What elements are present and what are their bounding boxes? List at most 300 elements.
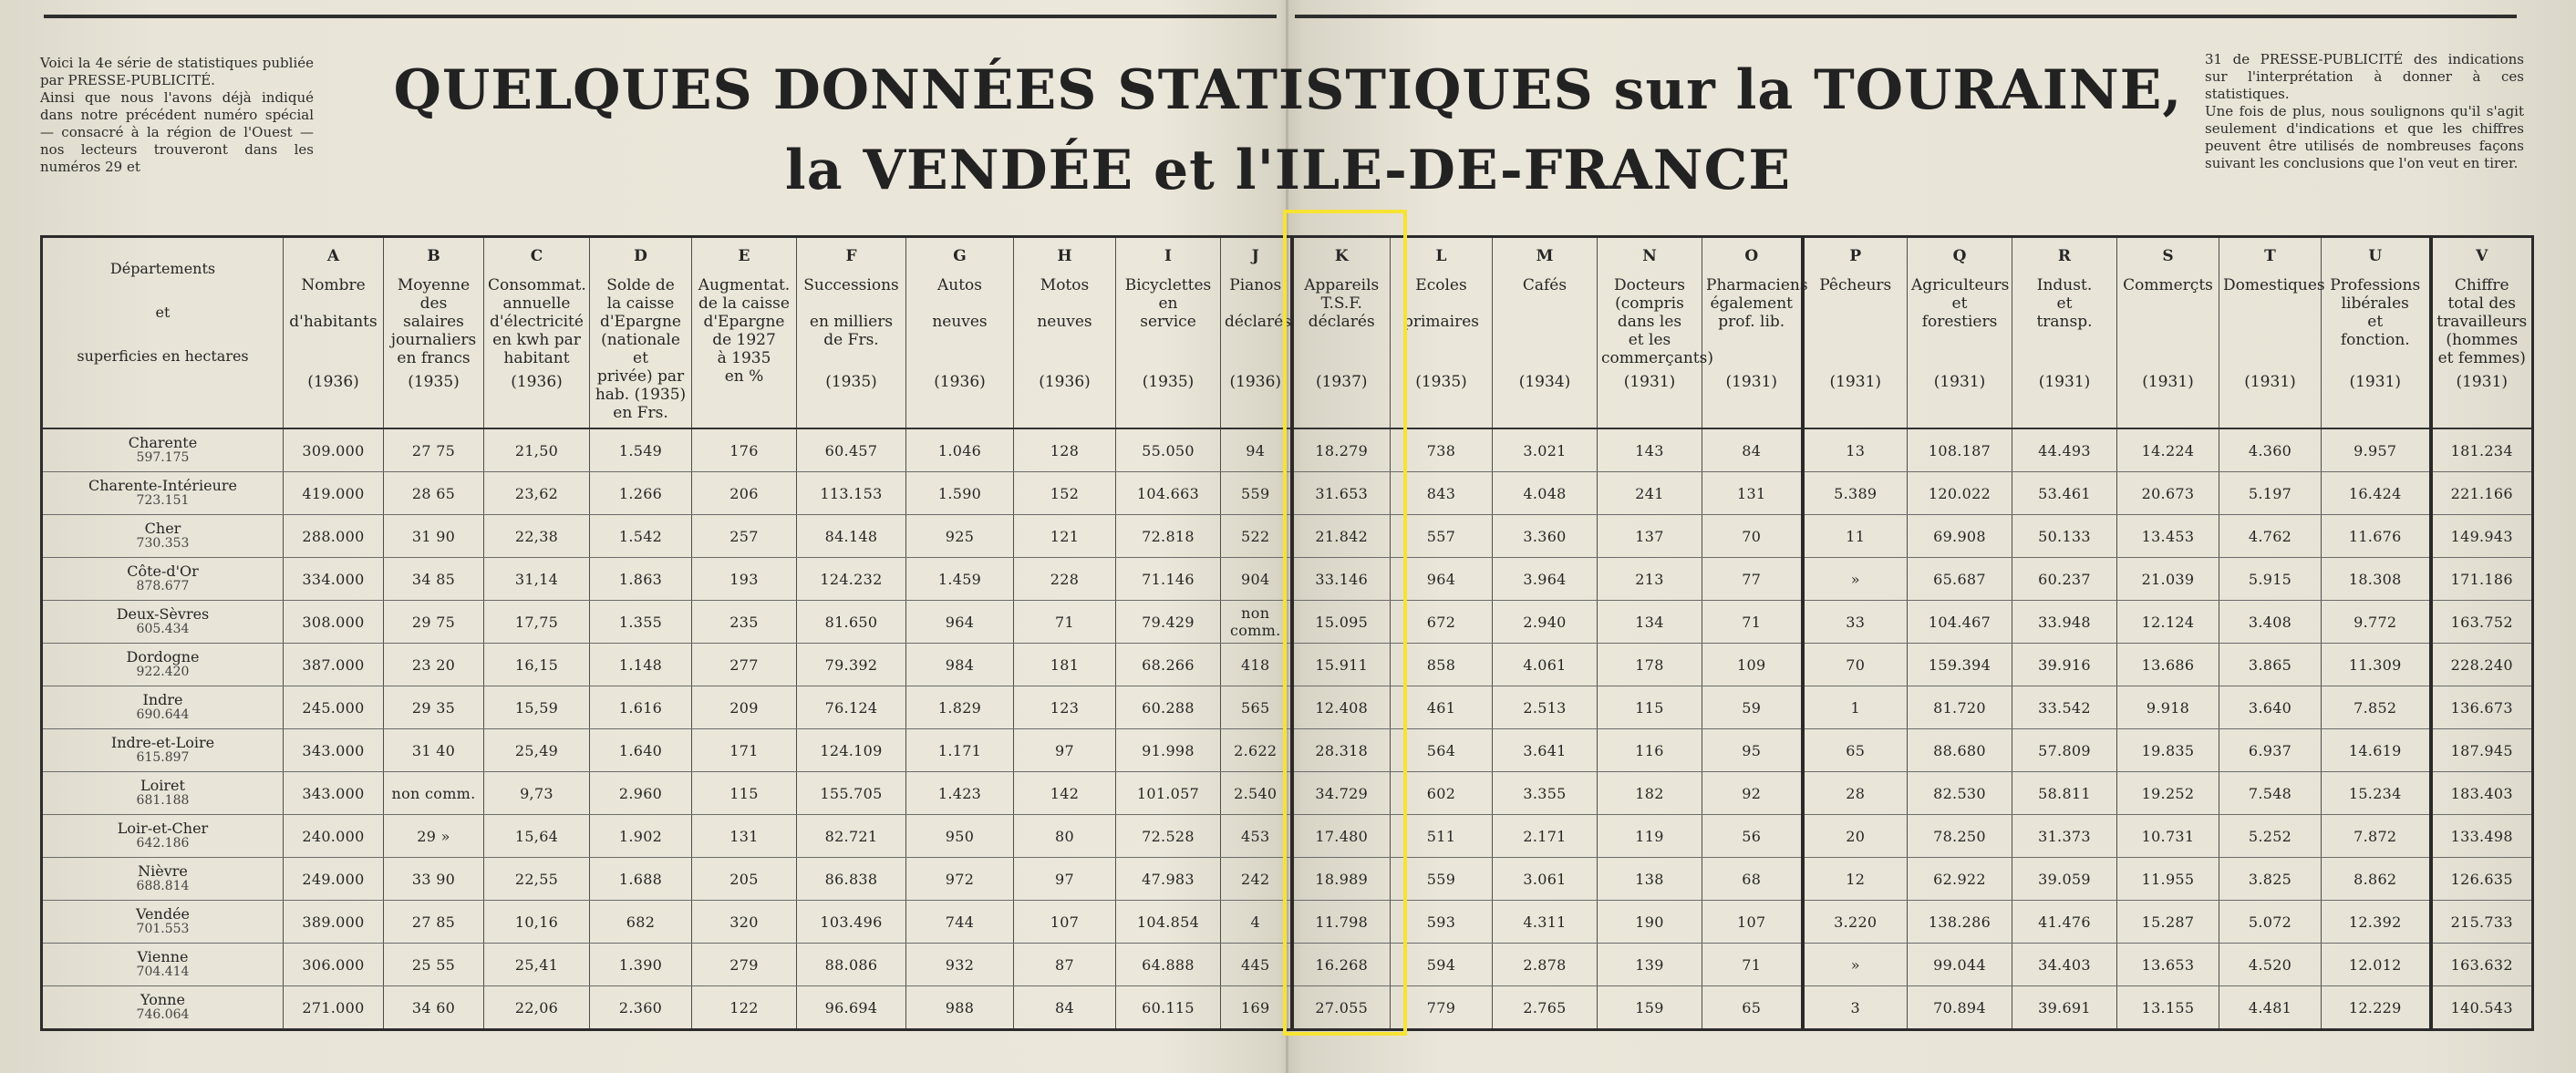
cell-t: 3.865	[2219, 644, 2322, 686]
cell-q: 108.187	[1908, 428, 2012, 472]
cell-q: 104.467	[1908, 601, 2012, 644]
cell-o: 70	[1702, 515, 1803, 558]
column-letter: M	[1536, 247, 1554, 265]
intro-paragraph-left: Voici la 4e série de statistiques publiée par PRESSE-PUBLICITÉ. Ainsi que nous l'avons déjà indiqué dans notre précédent numéro spécial — consacré à la région de l'Ouest — nos lecteurs trouveront dans les numéros 29 et	[40, 55, 314, 175]
department-name: Vienne	[137, 948, 189, 965]
cell-e: 206	[692, 472, 797, 515]
cell-r: 60.237	[2012, 558, 2117, 601]
cell-i: 60.115	[1116, 986, 1221, 1030]
column-letter: S	[2162, 247, 2174, 265]
column-letter: N	[1642, 247, 1657, 265]
cell-r: 39.059	[2012, 858, 2117, 901]
cell-d: 1.148	[590, 644, 692, 686]
department-cell	[42, 644, 284, 686]
department-cell	[42, 472, 284, 515]
column-header-g	[906, 237, 1014, 429]
column-header-b	[384, 237, 484, 429]
cell-i: 68.266	[1116, 644, 1221, 686]
column-letter: T	[2264, 247, 2276, 265]
cell-i: 71.146	[1116, 558, 1221, 601]
cell-d: 1.390	[590, 944, 692, 986]
cell-b: 31 90	[384, 515, 484, 558]
column-header-u	[2322, 237, 2431, 429]
cell-k: 34.729	[1292, 772, 1391, 815]
department-cell	[42, 815, 284, 858]
column-letter: I	[1164, 247, 1172, 265]
column-label: Nombre d'habitants	[289, 276, 378, 331]
table-row	[42, 944, 2533, 986]
cell-i: 47.983	[1116, 858, 1221, 901]
cell-e: 171	[692, 729, 797, 772]
cell-m: 4.061	[1493, 644, 1598, 686]
cell-u: 11.676	[2322, 515, 2431, 558]
headline-line-1: QUELQUES DONNÉES STATISTIQUES sur la TOURAINE,	[393, 58, 2183, 122]
cell-p: 3.220	[1803, 901, 1908, 944]
department-name: Loir-et-Cher	[117, 820, 209, 837]
cell-t: 6.937	[2219, 729, 2322, 772]
cell-d: 682	[590, 901, 692, 944]
cell-p: »	[1803, 558, 1908, 601]
department-cell	[42, 515, 284, 558]
column-header-j	[1221, 237, 1292, 429]
cell-l: 858	[1391, 644, 1493, 686]
cell-p: 11	[1803, 515, 1908, 558]
cell-p: 65	[1803, 729, 1908, 772]
cell-s: 13.653	[2117, 944, 2219, 986]
column-header-e	[692, 237, 797, 429]
cell-d: 1.863	[590, 558, 692, 601]
cell-v: 149.943	[2431, 515, 2533, 558]
cell-m: 3.360	[1493, 515, 1598, 558]
column-header-n	[1598, 237, 1713, 429]
cell-s: 14.224	[2117, 428, 2219, 472]
cell-m: 2.940	[1493, 601, 1598, 644]
department-cell	[42, 686, 284, 729]
cell-v: 183.403	[2431, 772, 2533, 815]
cell-j: non comm.	[1221, 601, 1292, 644]
cell-h: 142	[1014, 772, 1116, 815]
department-cell	[42, 944, 284, 986]
column-letter: R	[2057, 247, 2072, 265]
cell-i: 91.998	[1116, 729, 1221, 772]
cell-l: 511	[1391, 815, 1493, 858]
cell-n: 182	[1598, 772, 1702, 815]
column-header-m	[1493, 237, 1598, 429]
cell-j: 2.622	[1221, 729, 1292, 772]
cell-f: 124.232	[797, 558, 906, 601]
cell-q: 99.044	[1908, 944, 2012, 986]
cell-v: 133.498	[2431, 815, 2533, 858]
cell-t: 5.915	[2219, 558, 2322, 601]
column-year: (1936)	[934, 373, 986, 391]
column-label: Bicyclettes en service	[1124, 276, 1212, 331]
cell-b: 34 85	[384, 558, 484, 601]
column-letter: H	[1057, 247, 1072, 265]
cell-t: 4.520	[2219, 944, 2322, 986]
cell-a: 308.000	[284, 601, 384, 644]
column-header-f	[797, 237, 906, 429]
table-row	[42, 472, 2533, 515]
cell-i: 104.854	[1116, 901, 1221, 944]
column-label: Solde de la caisse d'Epargne (nationale et privée) par hab. (1935) en Frs.	[595, 276, 687, 422]
cell-n: 138	[1598, 858, 1702, 901]
cell-m: 3.021	[1493, 428, 1598, 472]
table-row	[42, 815, 2533, 858]
department-cell	[42, 558, 284, 601]
cell-h: 107	[1014, 901, 1116, 944]
cell-r: 39.691	[2012, 986, 2117, 1030]
cell-r: 41.476	[2012, 901, 2117, 944]
cell-s: 13.686	[2117, 644, 2219, 686]
department-name: Yonne	[140, 991, 185, 1008]
department-area: 701.553	[136, 922, 190, 936]
cell-t: 5.197	[2219, 472, 2322, 515]
cell-n: 213	[1598, 558, 1702, 601]
cell-m: 4.311	[1493, 901, 1598, 944]
cell-c: 22,06	[484, 986, 590, 1030]
cell-i: 55.050	[1116, 428, 1221, 472]
department-area: 597.175	[136, 450, 190, 465]
cell-e: 257	[692, 515, 797, 558]
column-header-p	[1803, 237, 1908, 429]
cell-c: 22,55	[484, 858, 590, 901]
cell-h: 80	[1014, 815, 1116, 858]
column-label: Augmentat. de la caisse d'Epargne de 1927 à 1935 en %	[698, 276, 791, 386]
cell-a: 343.000	[284, 772, 384, 815]
column-label: Pianos déclarés	[1225, 276, 1291, 331]
cell-r: 31.373	[2012, 815, 2117, 858]
cell-b: 29 »	[384, 815, 484, 858]
cell-o: 71	[1702, 601, 1803, 644]
column-label: Successions en milliers de Frs.	[803, 276, 899, 349]
department-cell	[42, 986, 284, 1030]
cell-h: 84	[1014, 986, 1116, 1030]
cell-i: 72.528	[1116, 815, 1221, 858]
departments-header: Départements et superficies en hectares	[42, 237, 284, 429]
cell-k: 18.989	[1292, 858, 1391, 901]
cell-l: 843	[1391, 472, 1493, 515]
cell-a: 334.000	[284, 558, 384, 601]
cell-o: 59	[1702, 686, 1803, 729]
cell-a: 306.000	[284, 944, 384, 986]
cell-k: 11.798	[1292, 901, 1391, 944]
column-header-t	[2219, 237, 2325, 429]
headline-line-2: la VENDÉE et l'ILE-DE-FRANCE	[784, 139, 1792, 202]
cell-p: 5.389	[1803, 472, 1908, 515]
column-year: (1936)	[511, 373, 563, 391]
column-letter: C	[530, 247, 543, 265]
cell-n: 159	[1598, 986, 1702, 1030]
cell-j: 559	[1221, 472, 1292, 515]
cell-s: 19.252	[2117, 772, 2219, 815]
department-area: 746.064	[136, 1007, 190, 1022]
cell-c: 25,49	[484, 729, 590, 772]
department-area: 688.814	[136, 879, 190, 893]
cell-c: 16,15	[484, 644, 590, 686]
column-letter: A	[326, 247, 340, 265]
cell-b: non comm.	[384, 772, 484, 815]
cell-c: 25,41	[484, 944, 590, 986]
cell-s: 21.039	[2117, 558, 2219, 601]
cell-q: 78.250	[1908, 815, 2012, 858]
cell-q: 82.530	[1908, 772, 2012, 815]
cell-r: 39.916	[2012, 644, 2117, 686]
department-area: 730.353	[136, 536, 190, 551]
cell-u: 12.012	[2322, 944, 2431, 986]
column-letter: U	[2368, 247, 2383, 265]
table-row	[42, 772, 2533, 815]
cell-v: 221.166	[2431, 472, 2533, 515]
cell-r: 44.493	[2012, 428, 2117, 472]
cell-a: 249.000	[284, 858, 384, 901]
cell-b: 25 55	[384, 944, 484, 986]
cell-v: 181.234	[2431, 428, 2533, 472]
table-row	[42, 729, 2533, 772]
cell-q: 62.922	[1908, 858, 2012, 901]
cell-d: 1.616	[590, 686, 692, 729]
cell-n: 139	[1598, 944, 1702, 986]
cell-v: 215.733	[2431, 901, 2533, 944]
department-area: 922.420	[136, 665, 190, 679]
cell-s: 9.918	[2117, 686, 2219, 729]
column-letter: E	[738, 247, 750, 265]
column-header-k	[1292, 237, 1391, 429]
table-body	[42, 428, 2533, 1030]
cell-h: 181	[1014, 644, 1116, 686]
column-letter: J	[1251, 247, 1259, 265]
column-label: Pêcheurs	[1819, 276, 1892, 294]
cell-k: 15.095	[1292, 601, 1391, 644]
cell-d: 1.355	[590, 601, 692, 644]
department-area: 723.151	[136, 493, 190, 508]
cell-u: 9.957	[2322, 428, 2431, 472]
department-cell	[42, 428, 284, 472]
column-label: Motos neuves	[1037, 276, 1092, 331]
table-row	[42, 558, 2533, 601]
cell-k: 15.911	[1292, 644, 1391, 686]
cell-u: 9.772	[2322, 601, 2431, 644]
cell-j: 169	[1221, 986, 1292, 1030]
cell-g: 950	[906, 815, 1014, 858]
cell-o: 84	[1702, 428, 1803, 472]
column-year: (1935)	[825, 373, 877, 391]
cell-e: 131	[692, 815, 797, 858]
department-name: Côte-d'Or	[127, 562, 199, 580]
department-name: Vendée	[135, 905, 191, 923]
cell-e: 277	[692, 644, 797, 686]
cell-m: 4.048	[1493, 472, 1598, 515]
cell-a: 245.000	[284, 686, 384, 729]
column-year: (1936)	[1229, 373, 1282, 391]
cell-s: 12.124	[2117, 601, 2219, 644]
cell-f: 113.153	[797, 472, 906, 515]
column-year: (1931)	[1933, 373, 1986, 391]
cell-a: 387.000	[284, 644, 384, 686]
cell-m: 2.765	[1493, 986, 1598, 1030]
cell-l: 593	[1391, 901, 1493, 944]
cell-h: 121	[1014, 515, 1116, 558]
cell-v: 136.673	[2431, 686, 2533, 729]
cell-v: 126.635	[2431, 858, 2533, 901]
cell-m: 3.061	[1493, 858, 1598, 901]
cell-c: 17,75	[484, 601, 590, 644]
cell-c: 31,14	[484, 558, 590, 601]
cell-o: 71	[1702, 944, 1803, 986]
column-letter: D	[634, 247, 647, 265]
cell-k: 16.268	[1292, 944, 1391, 986]
column-header-o	[1702, 237, 1808, 429]
cell-t: 5.252	[2219, 815, 2322, 858]
cell-q: 81.720	[1908, 686, 2012, 729]
cell-p: »	[1803, 944, 1908, 986]
cell-o: 107	[1702, 901, 1803, 944]
cell-b: 33 90	[384, 858, 484, 901]
cell-l: 672	[1391, 601, 1493, 644]
column-letter: F	[845, 247, 857, 265]
cell-o: 65	[1702, 986, 1803, 1030]
cell-n: 190	[1598, 901, 1702, 944]
column-letter: V	[2476, 247, 2488, 265]
column-header-d	[590, 237, 692, 429]
cell-t: 4.762	[2219, 515, 2322, 558]
cell-r: 57.809	[2012, 729, 2117, 772]
cell-b: 31 40	[384, 729, 484, 772]
department-area: 615.897	[136, 750, 190, 765]
column-year: (1931)	[2142, 373, 2194, 391]
cell-h: 87	[1014, 944, 1116, 986]
table-row	[42, 858, 2533, 901]
cell-j: 418	[1221, 644, 1292, 686]
department-cell	[42, 772, 284, 815]
column-label: Commerçts	[2123, 276, 2213, 294]
department-area: 704.414	[136, 965, 190, 979]
column-label: Ecoles primaires	[1402, 276, 1480, 331]
cell-h: 128	[1014, 428, 1116, 472]
cell-e: 122	[692, 986, 797, 1030]
column-header-s	[2117, 237, 2219, 429]
cell-o: 68	[1702, 858, 1803, 901]
cell-q: 138.286	[1908, 901, 2012, 944]
column-year: (1935)	[1415, 373, 1467, 391]
cell-h: 71	[1014, 601, 1116, 644]
cell-j: 242	[1221, 858, 1292, 901]
cell-p: 12	[1803, 858, 1908, 901]
cell-l: 779	[1391, 986, 1493, 1030]
cell-d: 1.549	[590, 428, 692, 472]
cell-g: 972	[906, 858, 1014, 901]
column-year: (1931)	[1623, 373, 1676, 391]
cell-f: 96.694	[797, 986, 906, 1030]
cell-l: 964	[1391, 558, 1493, 601]
column-letter: P	[1849, 247, 1862, 265]
department-area: 681.188	[136, 793, 190, 808]
department-name: Indre	[142, 691, 183, 708]
cell-b: 27 85	[384, 901, 484, 944]
intro-paragraph-right: 31 de PRESSE-PUBLICITÉ des indications sur l'interprétation à donner à ces statistiques. Une fois de plus, nous soulignons qu'il s'agit seulement d'indications et que les chiffres peuvent être utilisés de nombreuses façons suivant les conclusions que l'on veut en tirer.	[2205, 51, 2524, 171]
cell-m: 3.641	[1493, 729, 1598, 772]
cell-d: 1.266	[590, 472, 692, 515]
cell-o: 95	[1702, 729, 1803, 772]
cell-g: 1.459	[906, 558, 1014, 601]
cell-g: 1.829	[906, 686, 1014, 729]
cell-f: 81.650	[797, 601, 906, 644]
cell-o: 131	[1702, 472, 1803, 515]
cell-e: 115	[692, 772, 797, 815]
table-row	[42, 644, 2533, 686]
cell-a: 288.000	[284, 515, 384, 558]
column-label: Autos neuves	[932, 276, 988, 331]
statistics-table	[40, 235, 2534, 1031]
cell-v: 171.186	[2431, 558, 2533, 601]
column-year: (1934)	[1518, 373, 1571, 391]
cell-m: 2.171	[1493, 815, 1598, 858]
cell-i: 60.288	[1116, 686, 1221, 729]
table-row	[42, 601, 2533, 644]
cell-e: 205	[692, 858, 797, 901]
cell-l: 738	[1391, 428, 1493, 472]
cell-k: 17.480	[1292, 815, 1391, 858]
cell-l: 461	[1391, 686, 1493, 729]
column-label: Appareils T.S.F. déclarés	[1304, 276, 1380, 331]
cell-h: 97	[1014, 858, 1116, 901]
cell-u: 11.309	[2322, 644, 2431, 686]
cell-v: 140.543	[2431, 986, 2533, 1030]
column-year: (1931)	[1725, 373, 1778, 391]
cell-i: 72.818	[1116, 515, 1221, 558]
column-year: (1931)	[2244, 373, 2296, 391]
cell-p: 3	[1803, 986, 1908, 1030]
cell-n: 119	[1598, 815, 1702, 858]
cell-u: 16.424	[2322, 472, 2431, 515]
column-header-h	[1014, 237, 1116, 429]
cell-l: 594	[1391, 944, 1493, 986]
column-label: Cafés	[1522, 276, 1567, 294]
cell-a: 309.000	[284, 428, 384, 472]
column-letter: O	[1744, 247, 1759, 265]
cell-e: 235	[692, 601, 797, 644]
cell-i: 64.888	[1116, 944, 1221, 986]
cell-a: 419.000	[284, 472, 384, 515]
cell-j: 565	[1221, 686, 1292, 729]
column-header-c	[484, 237, 590, 429]
cell-m: 2.513	[1493, 686, 1598, 729]
cell-b: 29 35	[384, 686, 484, 729]
column-letter: L	[1435, 247, 1447, 265]
cell-g: 984	[906, 644, 1014, 686]
column-header-a	[284, 237, 384, 429]
cell-q: 65.687	[1908, 558, 2012, 601]
table-row	[42, 515, 2533, 558]
cell-c: 21,50	[484, 428, 590, 472]
cell-n: 178	[1598, 644, 1702, 686]
cell-a: 240.000	[284, 815, 384, 858]
department-area: 690.644	[136, 707, 190, 722]
cell-r: 33.948	[2012, 601, 2117, 644]
cell-h: 152	[1014, 472, 1116, 515]
cell-s: 20.673	[2117, 472, 2219, 515]
department-area: 642.186	[136, 836, 190, 851]
cell-i: 101.057	[1116, 772, 1221, 815]
cell-t: 3.408	[2219, 601, 2322, 644]
cell-t: 3.640	[2219, 686, 2322, 729]
cell-c: 9,73	[484, 772, 590, 815]
department-area: 605.434	[136, 622, 190, 636]
cell-n: 137	[1598, 515, 1702, 558]
column-header-i	[1116, 237, 1221, 429]
column-label: Consommat. annuelle d'électricité en kwh par habitant	[488, 276, 586, 367]
cell-v: 187.945	[2431, 729, 2533, 772]
cell-d: 1.542	[590, 515, 692, 558]
